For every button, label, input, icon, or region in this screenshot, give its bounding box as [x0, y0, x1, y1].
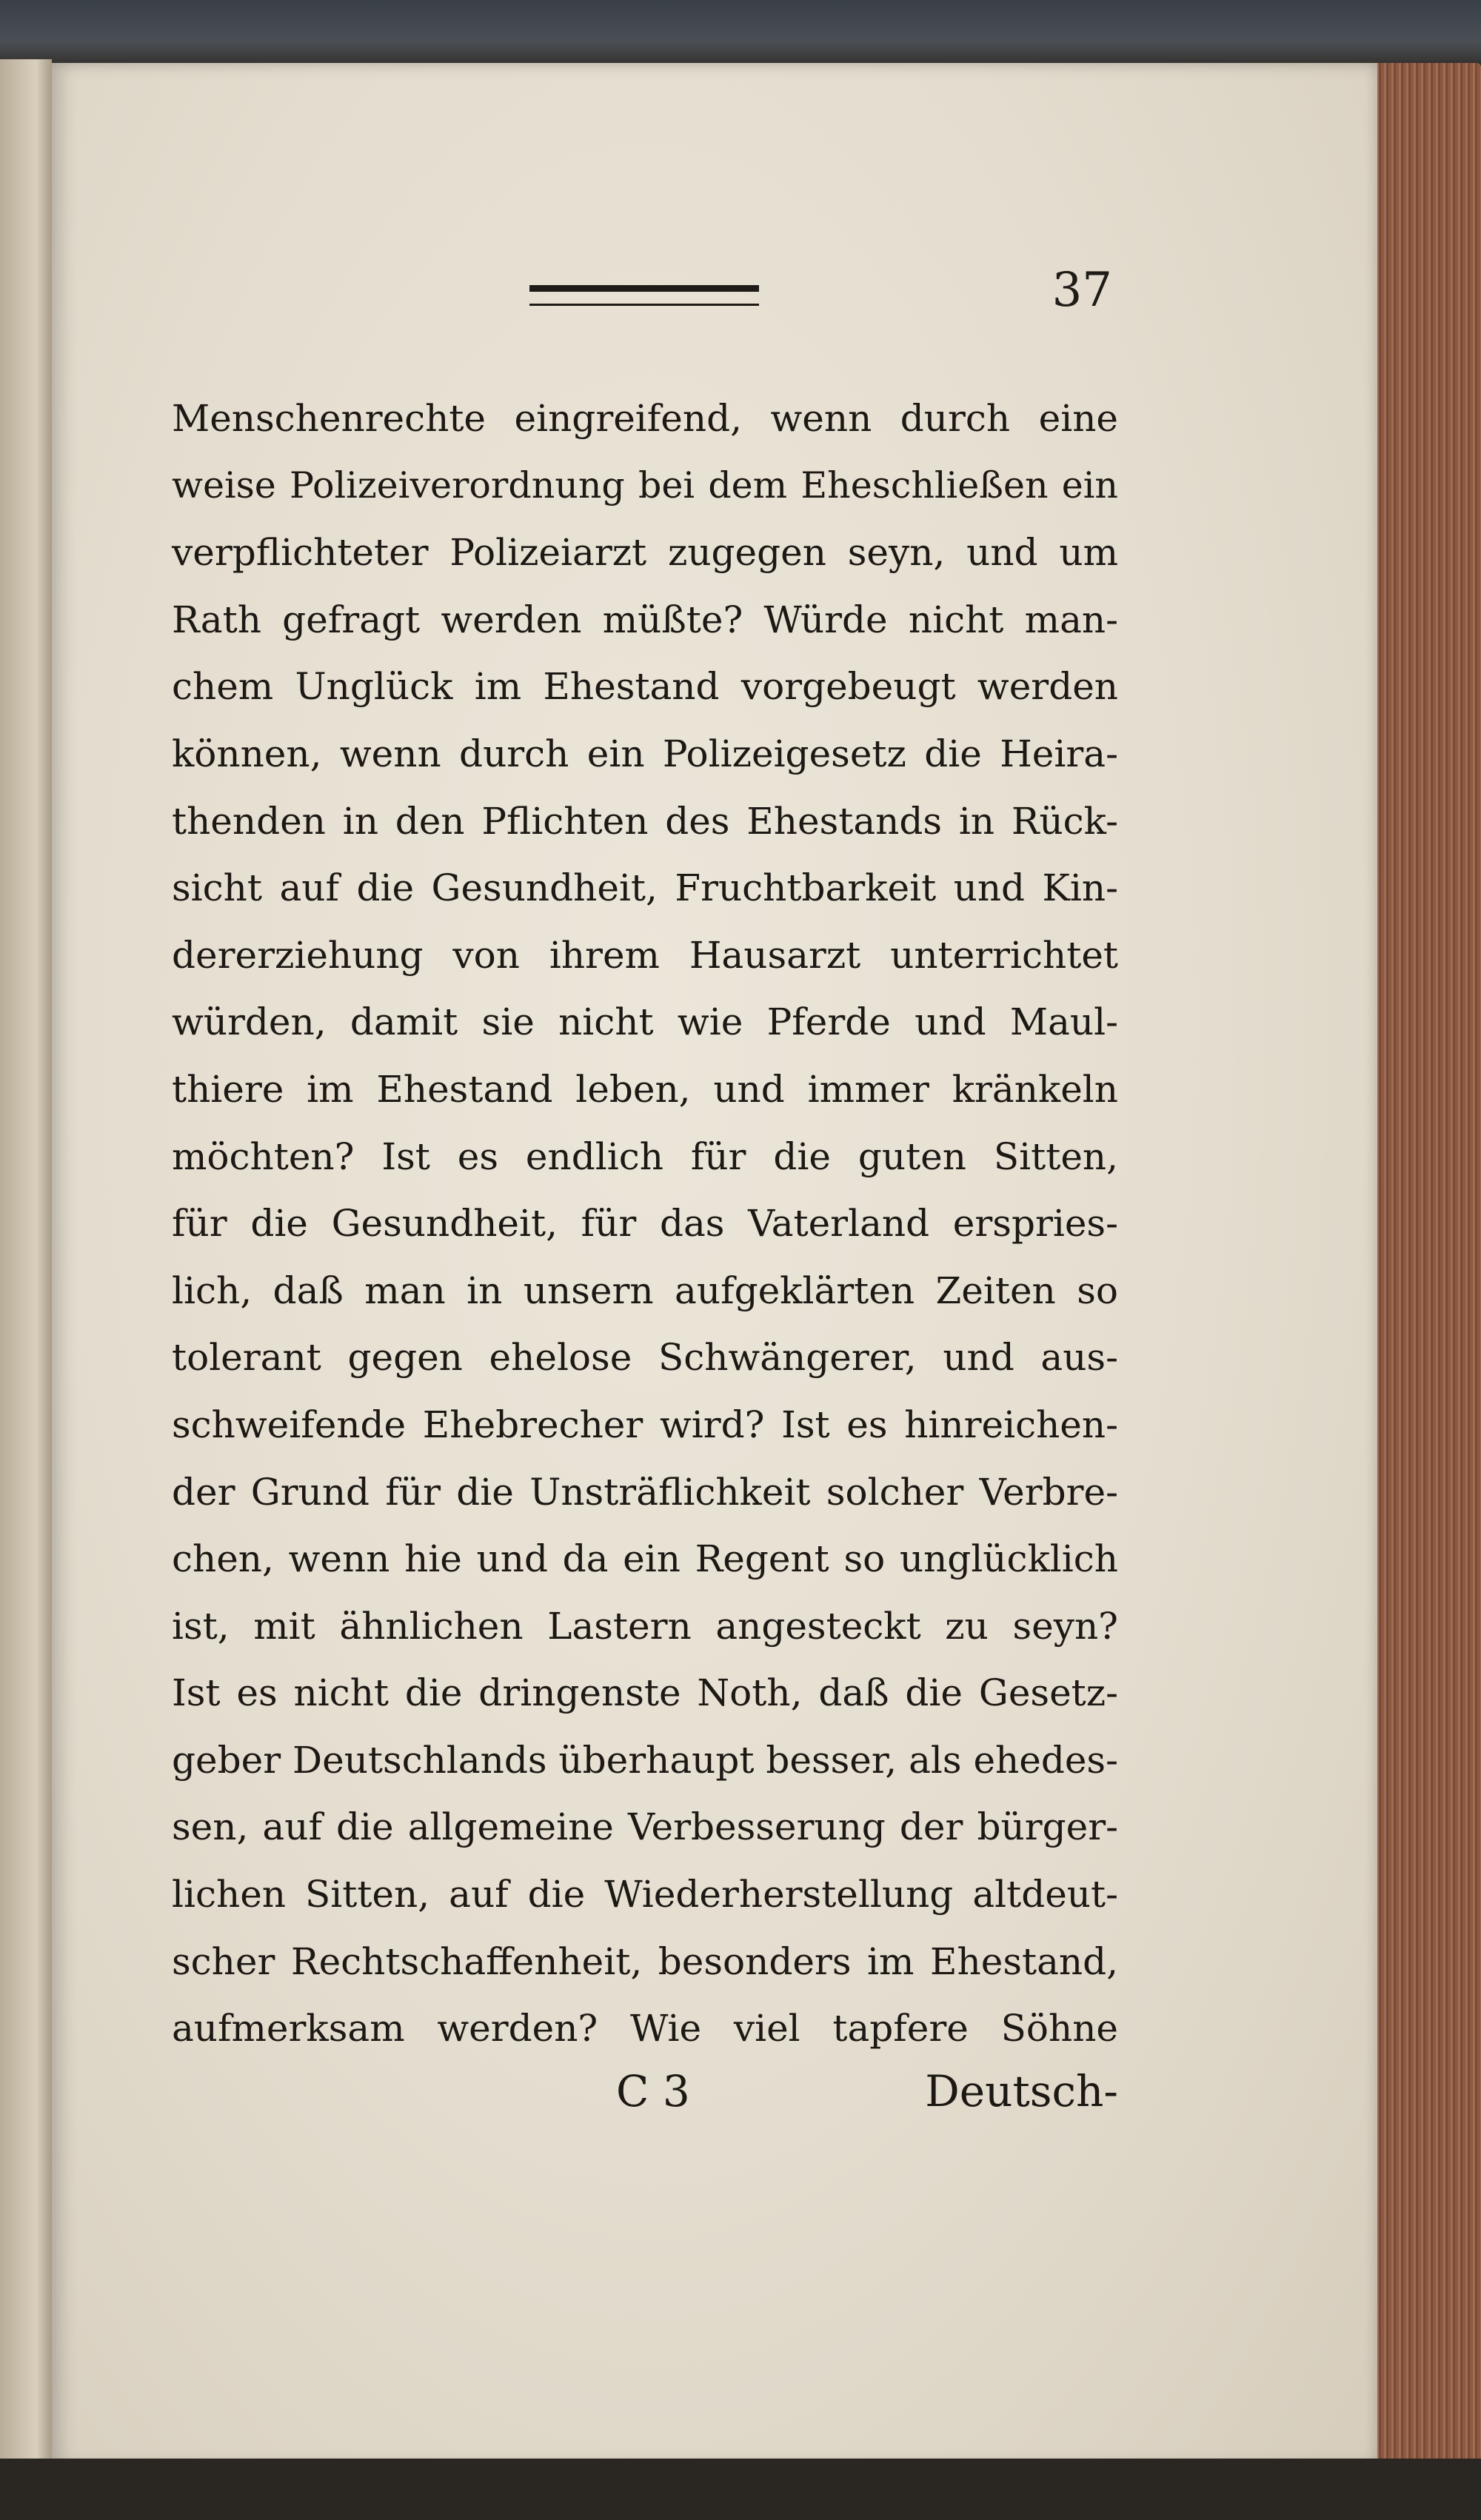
- text-line: weise Polizeiverordnung bei dem Eheschließen ein: [172, 464, 1118, 507]
- text-line: können, wenn durch ein Polizeigesetz die Heira-: [172, 732, 1118, 775]
- signature-mark: C 3: [616, 2066, 690, 2116]
- text-line: für die Gesundheit, für das Vaterland erspries-: [172, 1202, 1118, 1246]
- text-line: sicht auf die Gesundheit, Fruchtbarkeit und Kin-: [172, 866, 1118, 910]
- text-line: würden, damit sie nicht wie Pferde und Maul-: [172, 1000, 1118, 1044]
- text-line: aufmerksam werden? Wie viel tapfere Söhne: [172, 2007, 1118, 2051]
- background-top: [0, 0, 1481, 70]
- text-line: lich, daß man in unsern aufgeklärten Zeiten so: [172, 1269, 1118, 1312]
- page-number: 37: [1052, 263, 1112, 318]
- text-line: scher Rechtschaffenheit, besonders im Ehestand,: [172, 1939, 1118, 1983]
- facing-page-edge: [0, 59, 52, 2520]
- text-line: verpflichteter Polizeiarzt zugegen seyn, und um: [172, 531, 1118, 575]
- page-block-edges: [1366, 63, 1481, 2462]
- page-footer: [172, 2066, 1118, 2133]
- text-line: möchten? Ist es endlich für die guten Sitten,: [172, 1134, 1118, 1178]
- text-line: der Grund für die Unsträflichkeit solcher Verbre-: [172, 1470, 1118, 1514]
- text-line: chen, wenn hie und da ein Regent so unglücklich: [172, 1537, 1118, 1581]
- catchword: Deutsch-: [925, 2066, 1118, 2116]
- text-line: sen, auf die allgemeine Verbesserung der bürger-: [172, 1805, 1118, 1849]
- text-line: dererziehung von ihrem Hausarzt unterrichtet: [172, 933, 1118, 977]
- text-line: Rath gefragt werden müßte? Würde nicht man-: [172, 598, 1118, 641]
- body-text: [172, 385, 1118, 2062]
- text-line: tolerant gegen ehelose Schwängerer, und aus-: [172, 1336, 1118, 1380]
- background-bottom: [0, 2459, 1481, 2520]
- text-line: thiere im Ehestand leben, und immer kränkeln: [172, 1067, 1118, 1111]
- text-line: geber Deutschlands überhaupt besser, als ehedes-: [172, 1738, 1118, 1782]
- header-rule: [529, 285, 759, 306]
- text-line: ist, mit ähnlichen Lastern angesteckt zu seyn?: [172, 1604, 1118, 1648]
- text-line: schweifende Ehebrecher wird? Ist es hinreichen-: [172, 1403, 1118, 1446]
- text-line: chem Unglück im Ehestand vorgebeugt werden: [172, 665, 1118, 709]
- text-line: Ist es nicht die dringenste Noth, daß die Gesetz-: [172, 1671, 1118, 1715]
- text-line: lichen Sitten, auf die Wiederherstellung altdeut-: [172, 1873, 1118, 1916]
- text-line: Menschenrechte eingreifend, wenn durch eine: [172, 397, 1118, 440]
- text-line: thenden in den Pflichten des Ehestands in Rück-: [172, 799, 1118, 843]
